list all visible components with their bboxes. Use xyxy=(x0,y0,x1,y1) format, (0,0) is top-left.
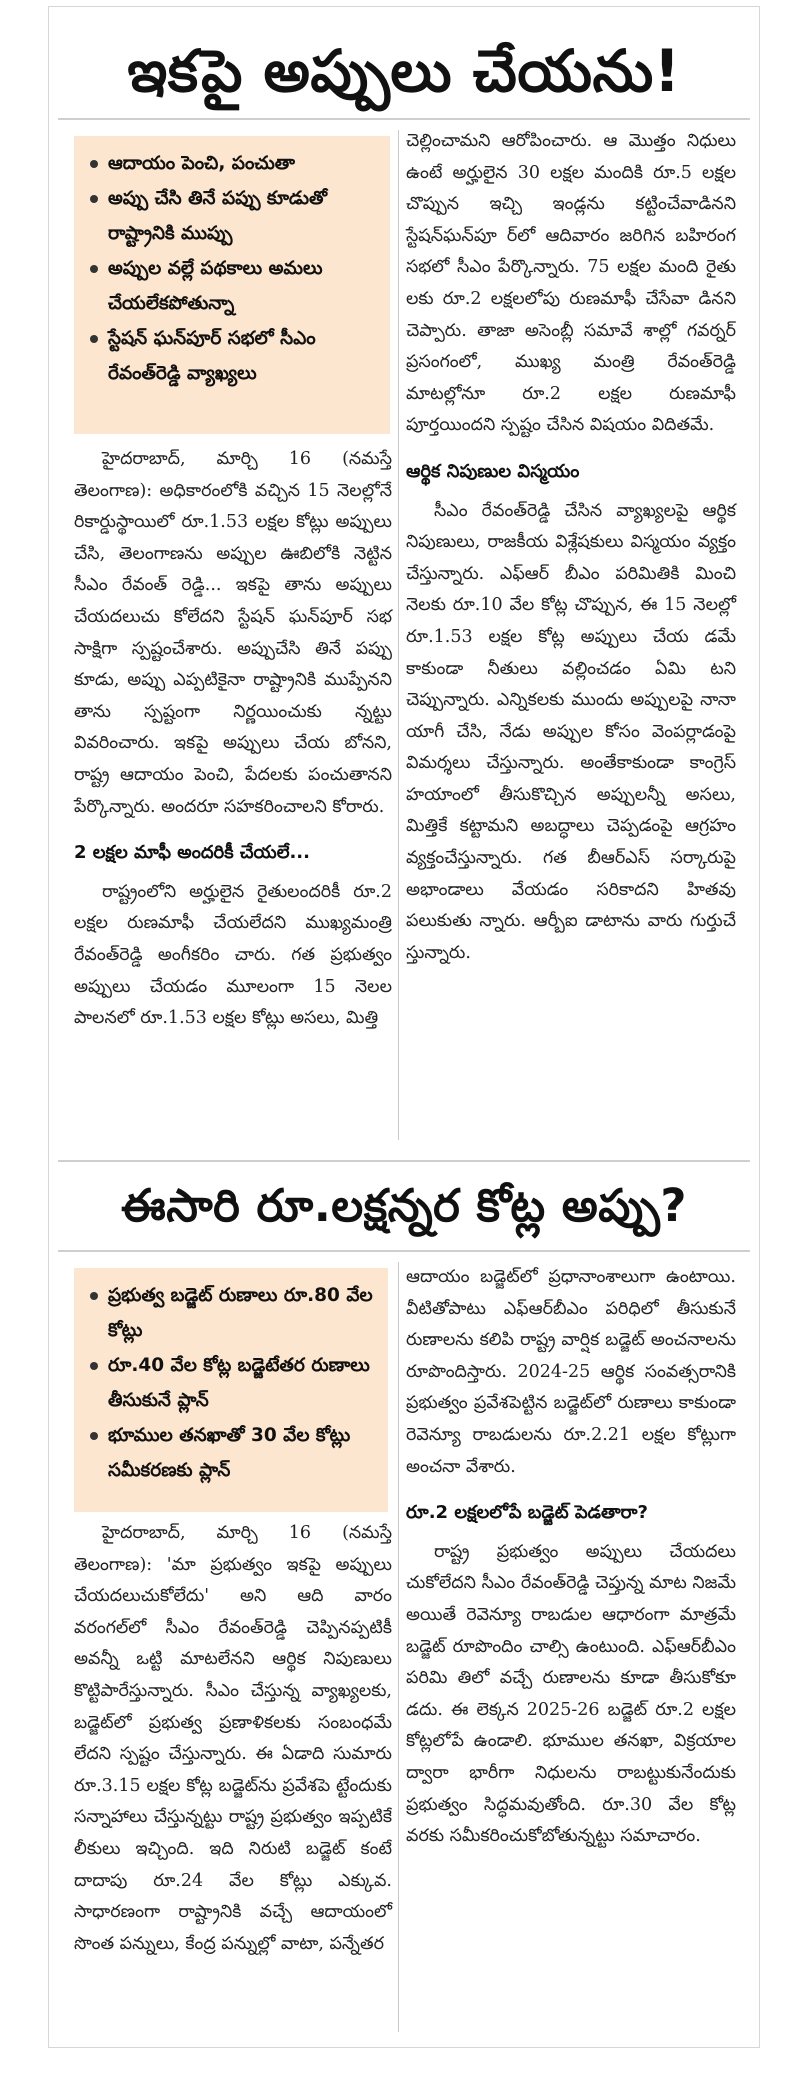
highlight-item: రూ.40 వేల కోట్ల బడ్జెటేతర రుణాలు తీసుకునే ప్లాన్ xyxy=(86,1348,378,1418)
article2-subheading: రూ.2 లక్షలలోపే బడ్జెట్ పెడతారా? xyxy=(406,1502,648,1524)
headline-divider xyxy=(58,118,750,120)
article1-highlights-box xyxy=(74,136,390,434)
article1-subheading: 2 లక్షల మాఫీ అందరికీ చేయలే... xyxy=(74,842,310,864)
highlight-item: అప్పు చేసి తినే పప్పు కూడుతో రాష్ట్రానికి ముప్పు xyxy=(86,181,380,251)
article1-subheading: ఆర్థిక నిపుణుల విస్మయం xyxy=(406,460,580,482)
article1-paragraph: హైదరాబాద్, మార్చి 16 (నమస్తే తెలంగాణ): అధికారంలోకి వచ్చిన 15 నెలల్లోనే రికార్డుస్థాయిలో రూ.1.53 లక్షల కోట్లు అప్పులు చేసి, తెలంగాణను అప్పుల ఊబిలోకి నెట్టిన సీఎం రేవంత్ రెడ్డి... ఇకపై తాను అప్పులు చేయదలుచు కోలేదని స్టేషన్ ఘన్‌పూర్ సభ సాక్షిగా స్పష్టంచేశారు. అప్పుచేసి తినే పప్పు కూడు, అప్పు ఎప్పటికైనా రాష్ట్రానికి ముప్పేనని తాను స్పష్టంగా నిర్ణయించుకు న్నట్టు వివరించారు. ఇకపై అప్పులు చేయ బోనని, రాష్ట్ర ఆదాయం పెంచి, పేదలకు పంచుతానని పేర్కొన్నారు. అందరూ సహకరించాలని కోరారు. xyxy=(74,449,392,817)
article2-paragraph: హైదరాబాద్, మార్చి 16 (నమస్తే తెలంగాణ): 'మా ప్రభుత్వం ఇకపై అప్పులు చేయదలుచుకోలేదు' అని ఆది వారం వరంగల్‌లో సీఎం రేవంత్‌రెడ్డి చెప్పినప్పటికీ అవన్నీ ఒట్టి మాటలేనని ఆర్థిక నిపుణులు కొట్టిపారేస్తున్నారు. సీఎం చేస్తున్న వ్యాఖ్యలకు, బడ్జెట్‌లో ప్రభుత్వ ప్రణాళికలకు సంబంధమే లేదని స్పష్టం చేస్తున్నారు. ఈ ఏడాది సుమారు రూ.3.15 లక్షల కోట్ల బడ్జెట్‌ను ప్రవేశపె ట్టేందుకు సన్నాహాలు చేస్తున్నట్టు రాష్ట్ర ప్రభుత్వం ఇప్పటికే లీకులు ఇచ్చింది. ఇది నిరుటి బడ్జెట్ కంటే దాదాపు రూ.24 వేల కోట్లు ఎక్కువ. సాధారణంగా రాష్ట్రానికి వచ్చే ఆదాయంలో సొంత పన్నులు, కేంద్ర పన్నుల్లో వాటా, పన్నేతర xyxy=(74,1523,392,1954)
article2-paragraph: రాష్ట్ర ప్రభుత్వం అప్పులు చేయదలు చుకోలేదని సీఎం రేవంత్‌రెడ్డి చెప్తున్న మాట నిజమే అయితే రెవెన్యూ రాబడుల ఆధారంగా మాత్రమే బడ్జెట్ రూపొందిం చాల్సి ఉంటుంది. ఎఫ్‌ఆర్‌బీఎం పరిమి తిలో వచ్చే రుణాలను కూడా తీసుకోకూ డదు. ఈ లెక్కన 2025-26 బడ్జెట్ రూ.2 లక్షల కోట్లలోపే ఉండాలి. భూముల తనఖా, విక్రయాల ద్వారా భారీగా నిధులను రాబట్టుకునేందుకు ప్రభుత్వం సిద్ధమవుతోంది. రూ.30 వేల కోట్ల వరకు సమీకరించుకోబోతున్నట్టు సమాచారం. xyxy=(406,1541,736,1847)
article2-column-right xyxy=(406,1262,736,1853)
article1-column-left xyxy=(74,444,392,1035)
article1-paragraph: చెల్లించామని ఆరోపించారు. ఆ మొత్తం నిధులు ఉంటే అర్హులైన 30 లక్షల మందికి రూ.5 లక్షల చొప్పున ఇచ్చి ఇండ్లను కట్టించేవాడినని స్టేషన్‌ఘన్‌పూ ర్‌లో ఆదివారం జరిగిన బహిరంగ సభలో సీఎం పేర్కొన్నారు. 75 లక్షల మంది రైతు లకు రూ.2 లక్షలలోపు రుణమాఫీ చేసేవా డినని చెప్పారు. తాజా అసెంబ్లీ సమావే శాల్లో గవర్నర్ ప్రసంగంలో, ముఖ్య మంత్రి రేవంత్‌రెడ్డి మాటల్లోనూ రూ.2 లక్షల రుణమాఫీ పూర్తయిందని స్పష్టం చేసిన విషయం విదితమే. xyxy=(406,131,736,436)
article1-paragraph: రాష్ట్రంలోని అర్హులైన రైతులందరికీ రూ.2 లక్షల రుణమాఫీ చేయలేదని ముఖ్యమంత్రి రేవంత్‌రెడ్డి అంగీకరిం చారు. గత ప్రభుత్వం అప్పులు చేయడం మూలంగా 15 నెలల పాలనలో రూ.1.53 లక్షల కోట్లు అసలు, మిత్తి xyxy=(74,881,392,1029)
article2-paragraph: ఆదాయం బడ్జెట్‌లో ప్రధానాంశాలుగా ఉంటాయి. వీటితోపాటు ఎఫ్‌ఆర్‌బీఎం పరిధిలో తీసుకునే రుణాలను కలిపి రాష్ట్ర వార్షిక బడ్జెట్ అంచనాలను రూపొందిస్తారు. 2024-25 ఆర్థిక సంవత్సరానికి ప్రభుత్వం ప్రవేశపెట్టిన బడ్జెట్‌లో రుణాలు కాకుండా రెవెన్యూ రాబడులను రూ.2.21 లక్షల కోట్లుగా అంచనా వేశారు. xyxy=(406,1267,736,1477)
article2-highlights-box xyxy=(74,1268,388,1512)
article1-paragraph: సీఎం రేవంత్‌రెడ్డి చేసిన వ్యాఖ్యలపై ఆర్థిక నిపుణులు, రాజకీయ విశ్లేషకులు విస్మయం వ్యక్తం చేస్తున్నారు. ఎఫ్‌ఆర్ బీఎం పరిమితికి మించి నెలకు రూ.10 వేల కోట్ల చొప్పున, ఈ 15 నెలల్లో రూ.1.53 లక్షల కోట్ల అప్పులు చేయ డమే కాకుండా నీతులు వల్లించడం ఏమి టని చెప్పున్నారు. ఎన్నికలకు ముందు అప్పులపై నానా యాగీ చేసి, నేడు అప్పుల కోసం వెంపర్లాడంపై విమర్శలు చేస్తున్నారు. అంతేకాకుండా కాంగ్రెస్ హయాంలో తీసుకొచ్చిన అప్పులన్నీ అసలు, మిత్తికే కట్టామని అబద్ధాలు చెప్పడంపై ఆగ్రహం వ్యక్తంచేస్తున్నారు. గత బీఆర్‌ఎస్ సర్కారుపై అభాండాలు వేయడం సరికాదని హితవు పలుకుతు న్నారు. ఆర్బీఐ డాటాను వారు గుర్తుచే స్తున్నారు. xyxy=(406,500,736,963)
article1-highlights-list xyxy=(86,146,380,391)
highlight-item: ప్రభుత్వ బడ్జెట్ రుణాలు రూ.80 వేల కోట్లు xyxy=(86,1278,378,1348)
article2-headline: ఈసారి రూ.లక్షన్నర కోట్ల అప్పు? xyxy=(120,1179,688,1232)
highlight-item: అప్పుల వల్లే పథకాలు అమలు చేయలేకపోతున్నా xyxy=(86,251,380,321)
highlight-item: స్టేషన్ ఘన్‌పూర్ సభలో సీఎం రేవంత్‌రెడ్డి వ్యాఖ్యలు xyxy=(86,321,380,391)
column-divider xyxy=(398,130,399,1140)
headline-divider xyxy=(58,1250,750,1252)
column-divider xyxy=(398,1262,399,2032)
article2-highlights-list xyxy=(86,1278,378,1488)
highlight-item: భూముల తనఖాతో 30 వేల కోట్లు సమీకరణకు ప్లాన్ xyxy=(86,1418,378,1488)
highlight-item: ఆదాయం పెంచి, పంచుతా xyxy=(86,146,380,181)
article2-column-left xyxy=(74,1518,392,1960)
article1-column-right xyxy=(406,126,736,969)
article-separator xyxy=(58,1160,750,1162)
article1-headline: ఇకపై అప్పులు చేయను! xyxy=(127,37,681,105)
